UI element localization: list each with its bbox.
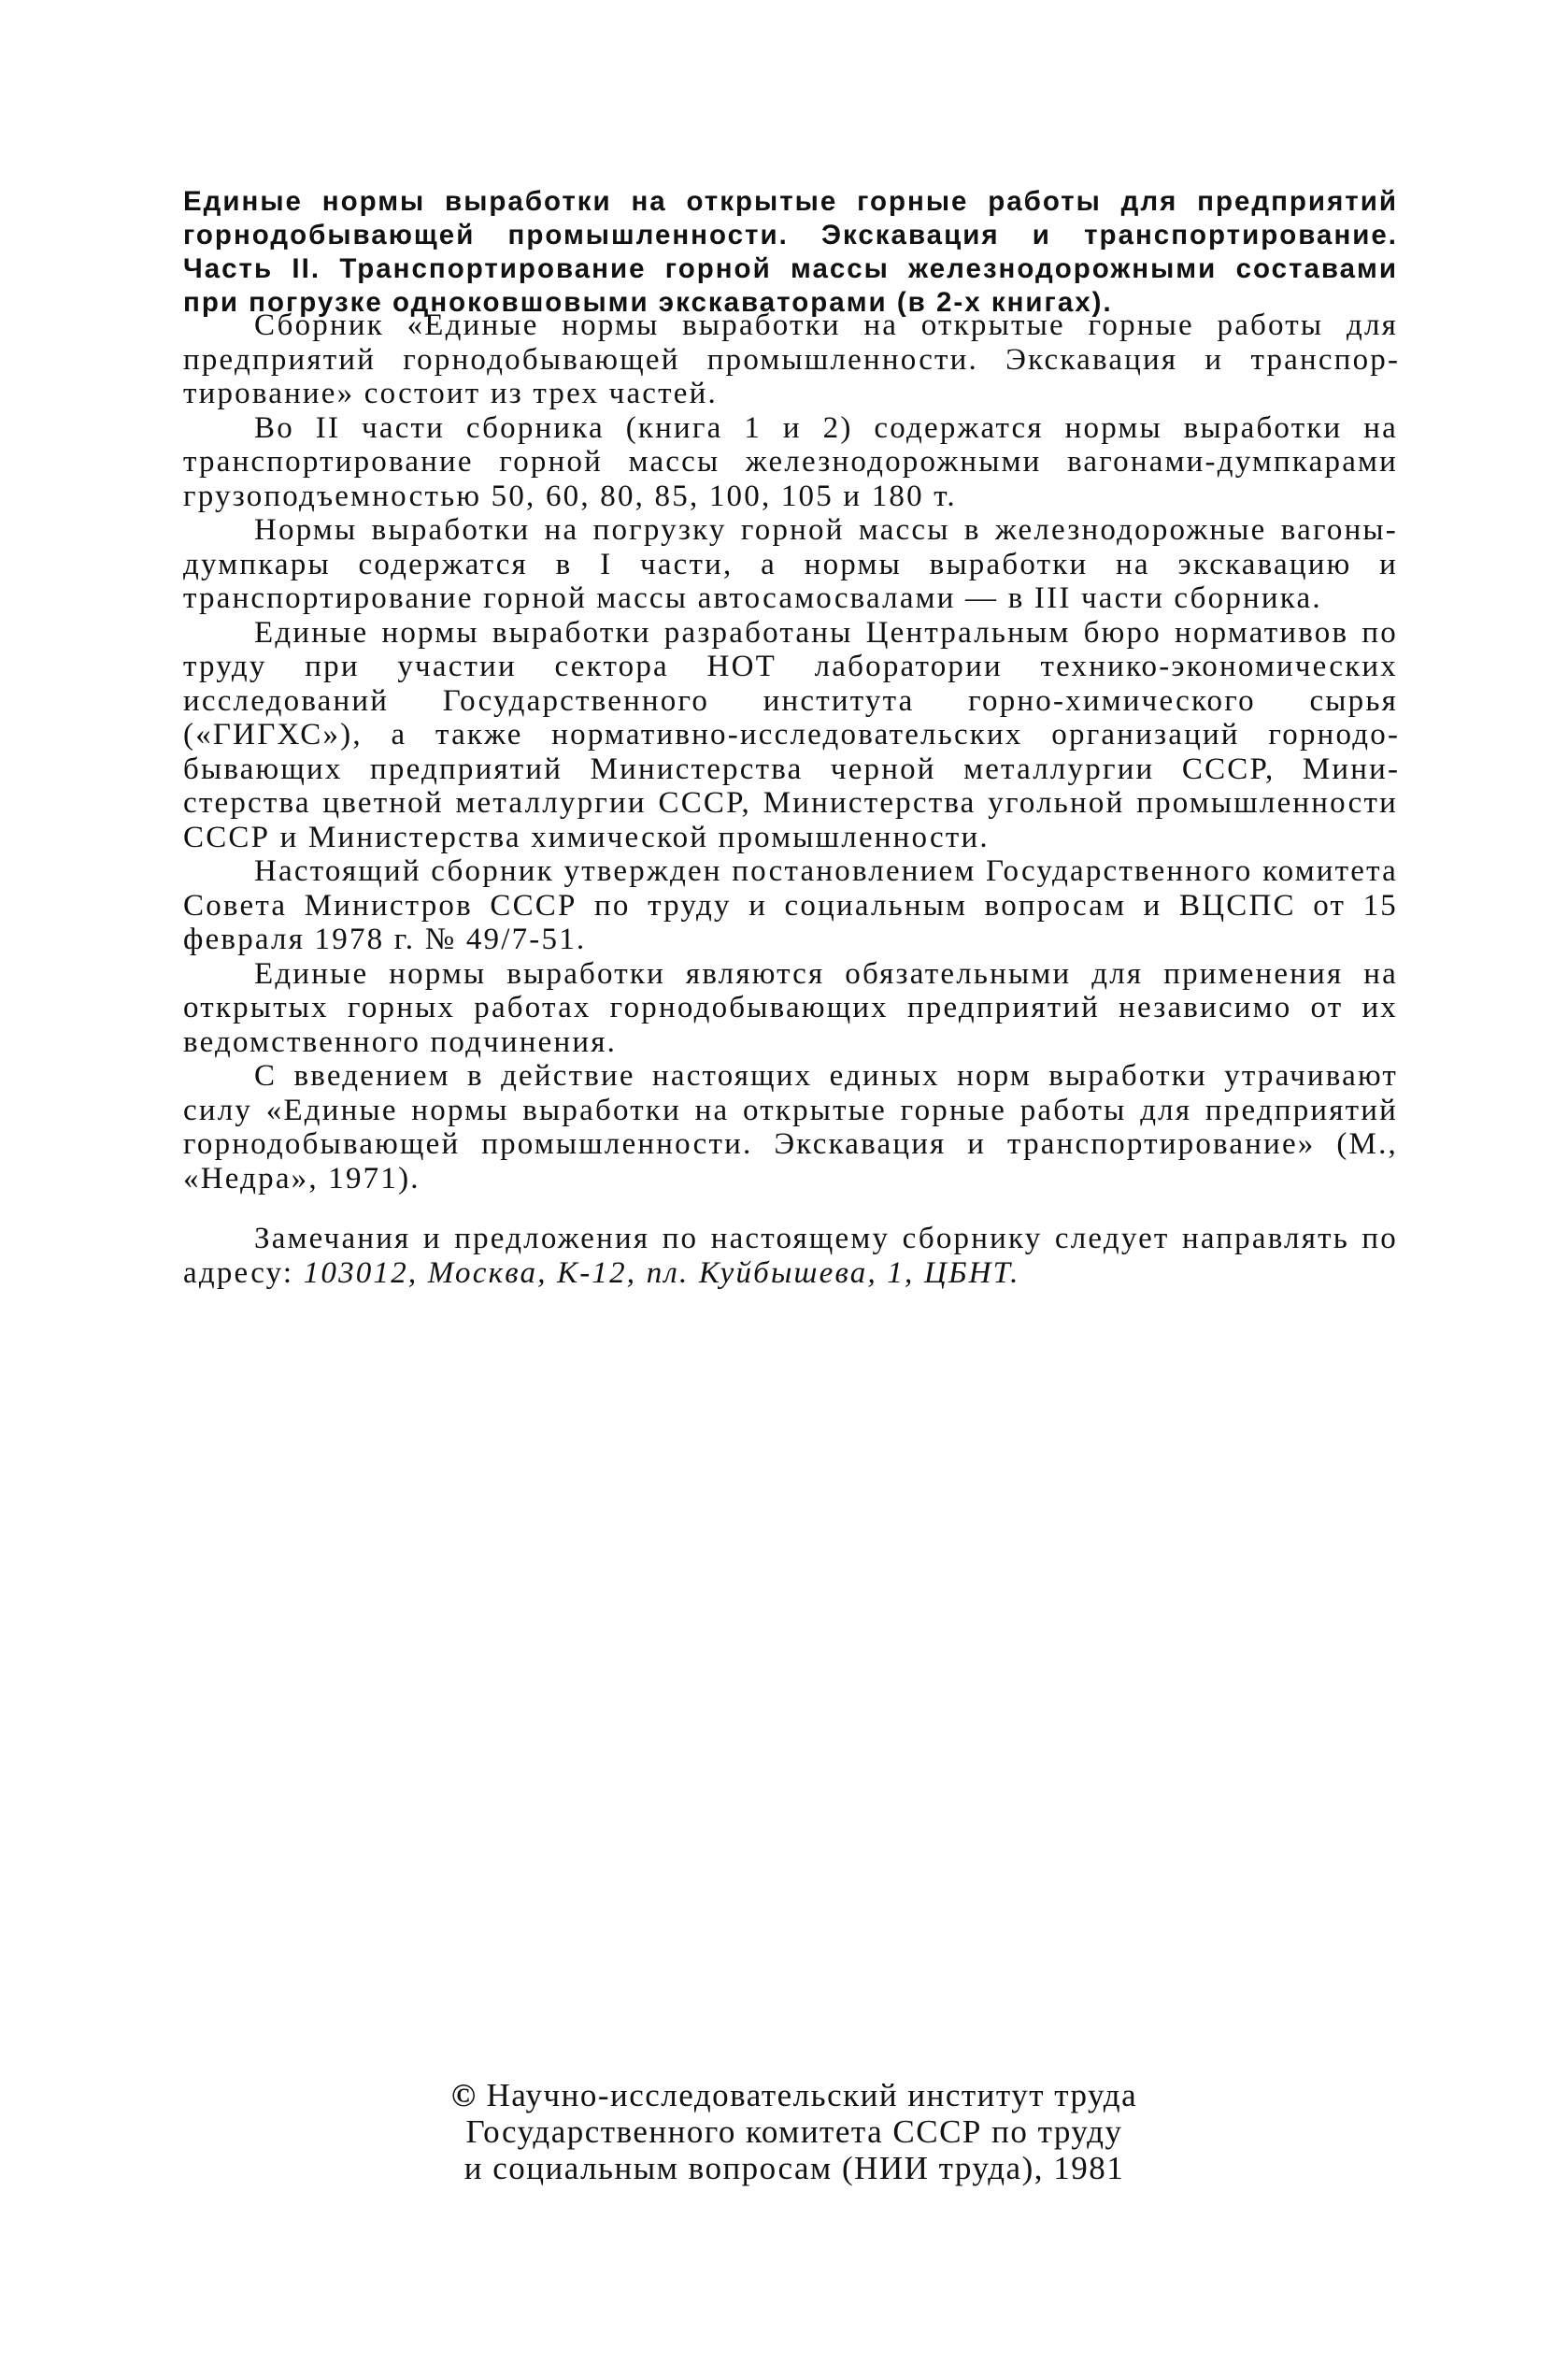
copyright-symbol: © [450, 2077, 478, 2113]
paragraph-developers: Единые нормы выработки разработаны Центральным бюро нормативов по труду при участии сектора НОТ лаборатории технико-экономических исследований Государственного института горно-химического сырья («ГИГХС»), а также нормативно-исследовательских организаций горнодобывающих предприятий Министерства черной металлургии СССР, Министерства цветной металлургии СССР, Министерства угольной промышленности СССР и Министерства химической промышленности. [183, 615, 1398, 854]
body-text [183, 308, 1398, 1290]
copyright-line-3: и социальным вопросам (НИИ труда), 1981 [463, 2150, 1125, 2186]
paragraph-supersedes: С введением в действие настоящих единых норм выработки утрачивают силу «Единые нормы выработки на открытые горные работы для предприятий горнодобывающей промышленности. Экскавация и транспортирование» (М., «Недра», 1971). [183, 1059, 1398, 1196]
paragraph-part-two-contents: Во II части сборника (книга 1 и 2) содержатся нормы выработки на транспортирование горной массы железнодорожными вагонами-думпкарами грузоподъемностью 50, 60, 80, 85, 100, 105 и 180 т. [183, 410, 1398, 513]
copyright-block [392, 2077, 1196, 2186]
paragraph-remarks [183, 1222, 1398, 1290]
paragraph-mandatory: Единые нормы выработки являются обязательными для применения на открытых горных работах горнодобывающих предприятий независимо от их ведомственного подчинения. [183, 956, 1398, 1059]
paragraph-collection-intro: Сборник «Единые нормы выработки на открытые горные работы для предприятий горнодобывающей промышленности. Экскавация и транспортирование» состоит из трех частей. [183, 308, 1398, 410]
paragraph-approval: Настоящий сборник утвержден постановлением Государственного комитета Совета Министров СССР по труду и социальным вопросам и ВЦСПС от 15 февраля 1978 г. № 49/7-51. [183, 854, 1398, 956]
remarks-address: 103012, Москва, К-12, пл. Куйбышева, 1, ЦБНТ. [303, 1255, 1020, 1290]
remarks-text: Замечания и предложения по настоящему сборнику следует направлять по адресу: [183, 1222, 1398, 1290]
copyright-line-2: Государственного комитета СССР по труду [465, 2113, 1123, 2150]
copyright-line-1 [392, 2077, 1196, 2113]
paragraph-other-parts: Нормы выработки на погрузку горной массы в железнодорожные вагоны-думпкары содержатся в I части, а нормы выработки на экскавацию и транспортирование горной массы автосамосвалами — в III части сборника. [183, 513, 1398, 615]
bibliographic-header: Единые нормы выработки на открытые горные работы для предприятий горнодобывающей промышленности. Экскавация и транспортирование. Часть II. Транспортирование горной массы железнодорожными составами при погрузке одноковшовыми экскаваторами (в 2-х книгах). [183, 185, 1398, 318]
copyright-institute: Научно-исследовательский институт труда [486, 2077, 1138, 2113]
